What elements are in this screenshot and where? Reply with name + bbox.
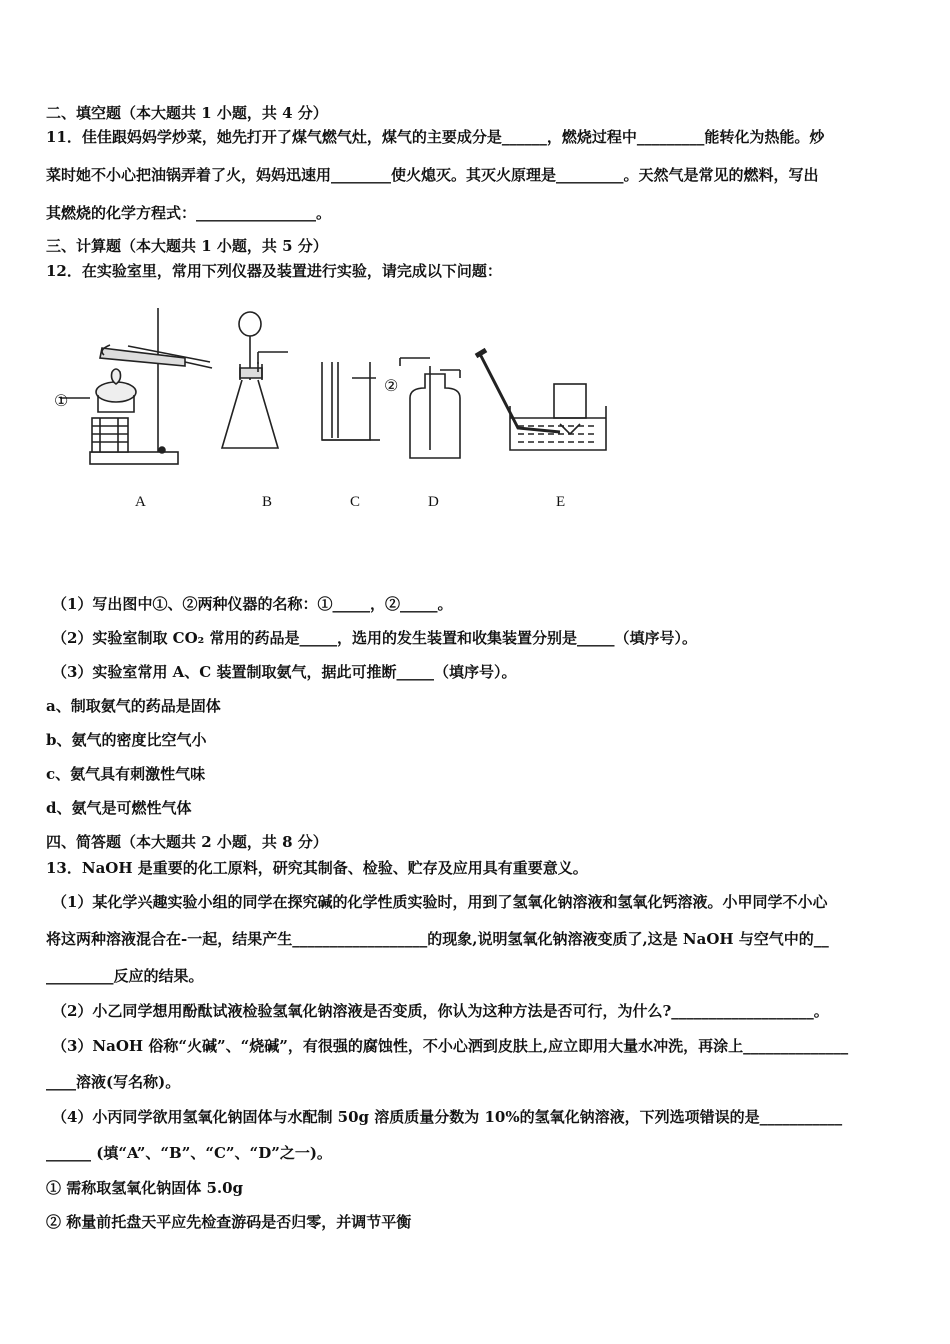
line-q13-item2: ② 称量前托盘天平应先检查游码是否归零，并调节平衡 bbox=[46, 1213, 412, 1231]
line-section-3-title: 三、计算题（本大题共 1 小题，共 5 分） bbox=[46, 237, 328, 255]
line-q11-part2: 菜时她不小心把油锅弄着了火，妈妈迅速用________使火熄灭。其灭火原理是_________。天然气是常见的燃料，写出 bbox=[46, 166, 819, 184]
line-q12-sub3: （3）实验室常用 A、C 装置制取氨气，据此可推断_____（填序号）。 bbox=[52, 663, 517, 681]
marker-2: ② bbox=[384, 376, 399, 395]
line-q13-sub1-part1: （1）某化学兴趣实验小组的同学在探究碱的化学性质实验时，用到了氢氧化钠溶液和氢氧化钙溶液。小甲同学不小心 bbox=[52, 893, 828, 911]
line-option-c: c、氨气具有刺激性气味 bbox=[46, 765, 206, 783]
line-q11-part1: 11．佳佳跟妈妈学炒菜，她先打开了煤气燃气灶，煤气的主要成分是______，燃烧过程中_________能转化为热能。炒 bbox=[46, 128, 825, 146]
line-section-2-title: 二、填空题（本大题共 1 小题，共 4 分） bbox=[46, 104, 328, 122]
figure-label-a: A bbox=[135, 494, 146, 510]
apparatus-b bbox=[222, 312, 288, 448]
figure-label-c: C bbox=[350, 494, 361, 510]
line-option-d: d、氨气是可燃性气体 bbox=[46, 799, 192, 817]
figure-label-d: D bbox=[428, 494, 439, 510]
apparatus-c bbox=[322, 362, 380, 440]
apparatus-d bbox=[400, 358, 460, 458]
line-q13-item1: ① 需称取氢氧化钠固体 5.0g bbox=[46, 1179, 244, 1197]
line-section-4-title: 四、简答题（本大题共 2 小题，共 8 分） bbox=[46, 833, 328, 851]
line-q13-sub4-part2: ______ (填“A”、“B”、“C”、“D”之一)。 bbox=[46, 1144, 332, 1162]
line-q13-stem: 13．NaOH 是重要的化工原料，研究其制备、检验、贮存及应用具有重要意义。 bbox=[46, 859, 588, 877]
figure-label-e: E bbox=[556, 494, 566, 510]
line-option-a: a、制取氨气的药品是固体 bbox=[46, 697, 221, 715]
line-q13-sub3-part1: （3）NaOH 俗称“火碱”、“烧碱”，有很强的腐蚀性，不小心洒到皮肤上,应立即用大量水冲洗，再涂上______________ bbox=[52, 1037, 849, 1055]
line-q13-sub4-part1: （4）小丙同学欲用氢氧化钠固体与水配制 50g 溶质质量分数为 10%的氢氧化钠溶液，下列选项错误的是___________ bbox=[52, 1108, 843, 1126]
line-q13-sub2: （2）小乙同学想用酚酞试液检验氢氧化钠溶液是否变质，你认为这种方法是否可行，为什么?___________________。 bbox=[52, 1002, 829, 1020]
figure-label-b: B bbox=[262, 494, 273, 510]
line-option-b: b、氨气的密度比空气小 bbox=[46, 731, 207, 749]
line-q12-stem: 12．在实验室里，常用下列仪器及装置进行实验，请完成以下问题： bbox=[46, 262, 502, 280]
marker-1: ① bbox=[54, 391, 69, 410]
apparatus-e bbox=[476, 350, 606, 450]
apparatus-a bbox=[60, 308, 212, 464]
line-q12-sub1: （1）写出图中①、②两种仪器的名称：①_____，②_____。 bbox=[52, 595, 453, 613]
line-q12-sub2: （2）实验室制取 CO₂ 常用的药品是_____，选用的发生装置和收集装置分别是_____（填序号）。 bbox=[52, 629, 697, 647]
line-q13-sub3-part2: ____溶液(写名称)。 bbox=[46, 1073, 181, 1091]
line-q13-sub1-part2: 将这两种溶液混合在-一起，结果产生__________________的现象,说明氢氧化钠溶液变质了,这是 NaOH 与空气中的__ bbox=[46, 930, 829, 948]
apparatus-figure bbox=[40, 300, 640, 530]
line-q13-sub1-part3: _________反应的结果。 bbox=[46, 967, 204, 985]
line-q11-part3: 其燃烧的化学方程式：________________。 bbox=[46, 204, 332, 222]
